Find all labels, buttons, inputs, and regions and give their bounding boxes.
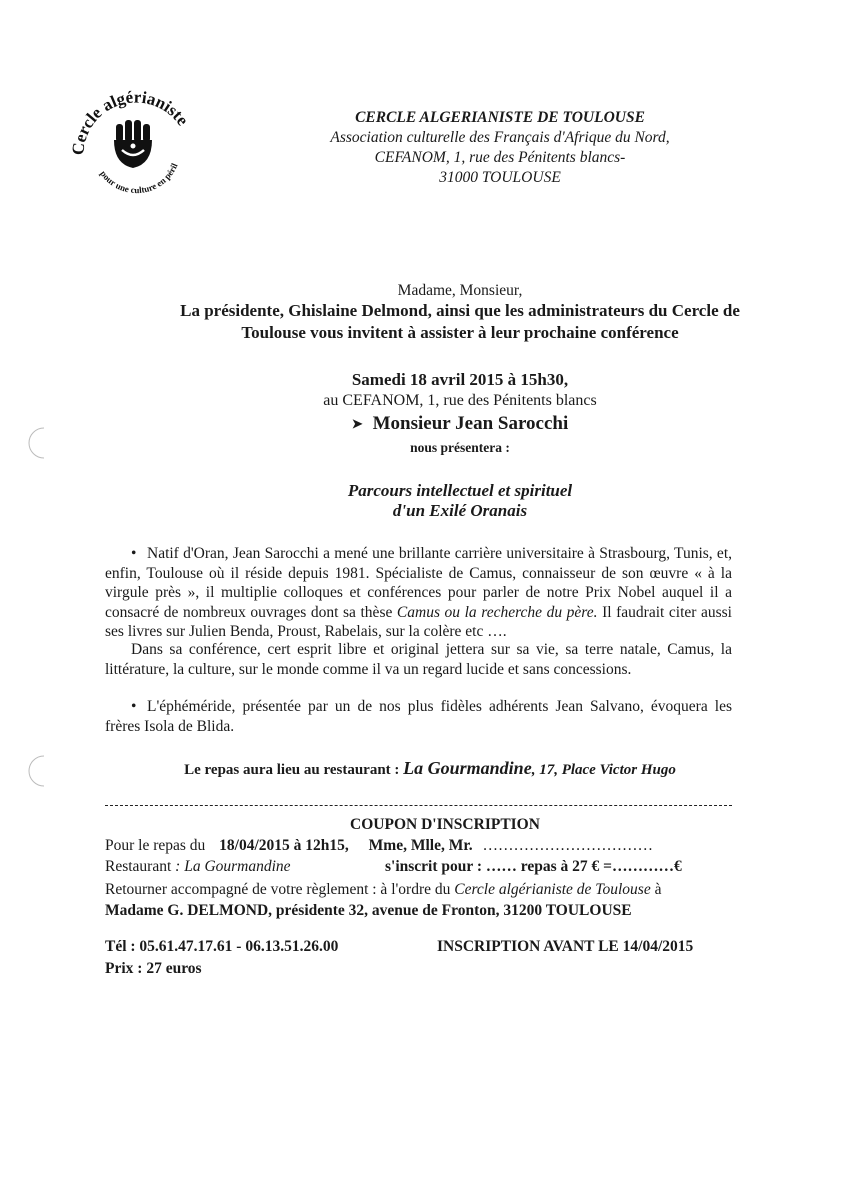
coupon-registration-field[interactable]: s'inscrit pour : …… repas à 27 € =…………€ [385, 858, 682, 875]
coupon-line-restaurant [105, 857, 735, 877]
restaurant-address: , 17, Place Victor Hugo [531, 762, 676, 778]
cut-line-divider [105, 805, 732, 806]
coupon-meal-label: Pour le repas du [105, 837, 206, 854]
punch-hole-bottom [18, 754, 48, 788]
conference-title [90, 481, 830, 521]
presents-label: nous présentera : [410, 440, 510, 455]
restaurant-name: La Gourmandine [403, 758, 532, 778]
event-location: au CEFANOM, 1, rue des Pénitents blancs [323, 392, 597, 409]
speaker-name: Monsieur Jean Sarocchi [372, 413, 569, 434]
coupon-line-return [105, 880, 735, 900]
speaker-bio-paragraph [105, 544, 732, 642]
association-city: 31000 TOULOUSE [439, 169, 561, 186]
book-title: Camus ou la recherche du père. [396, 603, 598, 621]
meal-label: Le repas aura lieu au restaurant : [184, 762, 400, 778]
arrow-bullet-icon: ➤ [351, 416, 363, 431]
bullet-icon: • [131, 698, 137, 715]
speaker-bio-text: Natif d'Oran, Jean Sarocchi a mené une brillante carrière universitaire à Strasbourg, Tunis, et, enfin, Toulouse où il réside depuis 1981. Spécialiste de Camus, connaisseur de son œuvre « à la virgule près », il multiplie colloques et conférences pour parler de notre Prix Nobel auquel il a consacré de nombreux ouvrages dont sa thèse [105, 545, 732, 621]
association-name: CERCLE ALGERIANISTE DE TOULOUSE [355, 109, 645, 126]
coupon-return-text: Retourner accompagné de votre règlement : à l'ordre du [105, 881, 455, 898]
registration-deadline: INSCRIPTION AVANT LE 14/04/2015 [437, 938, 694, 955]
association-description: Association culturelle des Français d'Afrique du Nord, [330, 129, 670, 146]
bullet-icon: • [131, 545, 137, 562]
coupon-name-field[interactable]: …………………………… [482, 837, 654, 854]
coupon-price: Prix : 27 euros [105, 960, 202, 977]
coupon-line-contact [105, 937, 735, 957]
cercle-algerianiste-logo [66, 80, 206, 200]
coupon-line-meal [105, 836, 735, 856]
association-header [290, 108, 710, 188]
coupon-title: COUPON D'INSCRIPTION [350, 816, 540, 833]
conference-description: Dans sa conférence, cert esprit libre et original jettera sur sa vie, sa terre natale, Camus, la littérature, la culture, sur le monde comme il va un regard lucide et sans concessions. [105, 641, 732, 678]
coupon-payee: Cercle algérianiste de Toulouse [454, 881, 651, 898]
meal-info [90, 758, 770, 779]
coupon-restaurant-label: Restaurant [105, 858, 172, 875]
invitation-line-1: La présidente, Ghislaine Delmond, ainsi que les administrateurs du Cercle de [180, 301, 740, 320]
contact-phone: Tél : 05.61.47.17.61 - 06.13.51.26.00 [105, 938, 339, 955]
event-date: Samedi 18 avril 2015 à 15h30, [351, 370, 569, 389]
ephemeride-paragraph [105, 697, 732, 736]
invitation-line-2: Toulouse vous invitent à assister à leur prochaine conférence [241, 323, 679, 342]
coupon-return-end: à [650, 881, 662, 898]
invitation-text [90, 300, 830, 344]
coupon-return-address: Madame G. DELMOND, présidente 32, avenue de Fronton, 31200 TOULOUSE [105, 902, 632, 919]
coupon-meal-date: 18/04/2015 à 12h15, [219, 837, 349, 854]
coupon-civility: Mme, Mlle, Mr. [368, 837, 473, 854]
association-address: CEFANOM, 1, rue des Pénitents blancs- [374, 149, 626, 166]
conference-title-line-1: Parcours intellectuel et spirituel [347, 481, 573, 500]
conference-title-line-2: d'un Exilé Oranais [392, 501, 528, 520]
logo-text-top: Cercle algérianiste [68, 87, 193, 156]
logo-text-bottom: pour une culture en péril [98, 161, 180, 196]
speaker-bio-text-end: Il faudrait citer aussi ses livres sur Julien Benda, Proust, Rabelais, sur la colère etc …. [105, 603, 732, 641]
coupon-restaurant-name: : La Gourmandine [171, 858, 291, 875]
salutation: Madame, Monsieur, [397, 282, 523, 299]
logo-emblem-icon [66, 80, 206, 200]
punch-hole-top [18, 426, 48, 460]
speaker-line [90, 413, 830, 435]
ephemeride-text: L'éphéméride, présentée par un de nos plus fidèles adhérents Jean Salvano, évoquera les frères Isola de Blida. [105, 698, 732, 735]
svg-text:pour une culture en péril [98, 161, 179, 195]
